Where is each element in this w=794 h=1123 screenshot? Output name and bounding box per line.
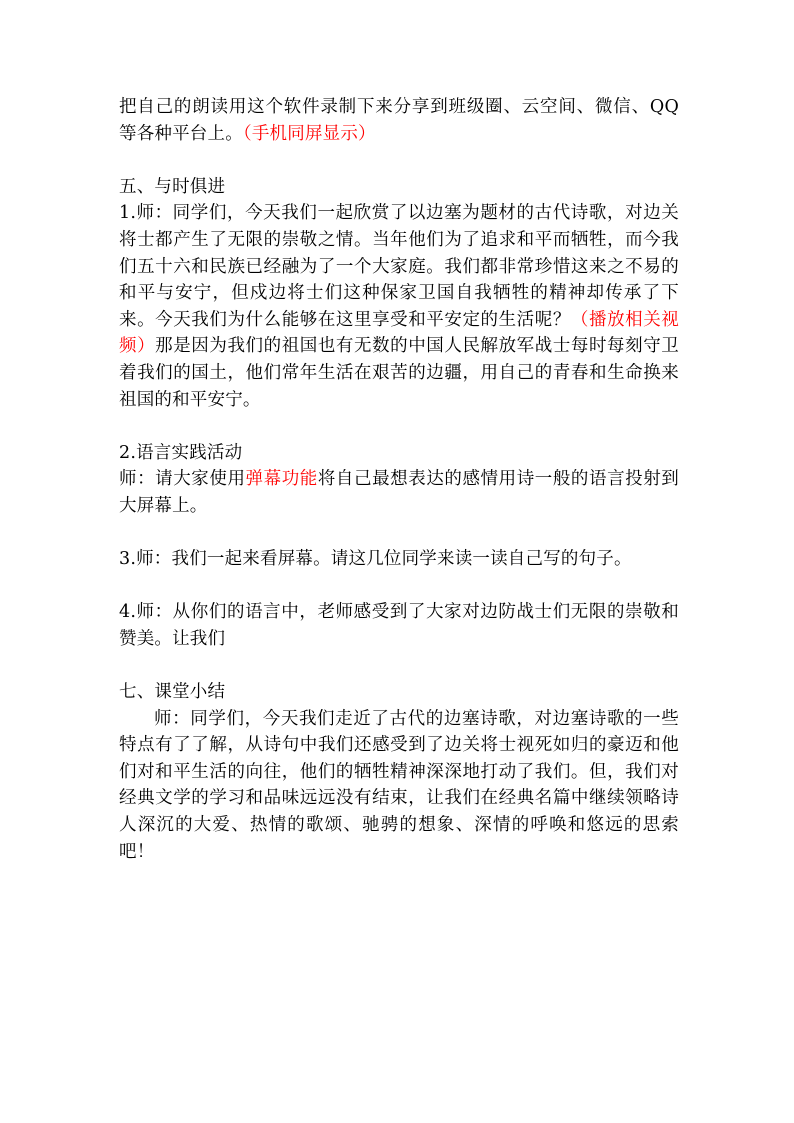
highlight-phone-mirror: （手机同屏显示） [242, 123, 376, 144]
paragraph-danmaku [119, 466, 679, 519]
paragraph-text: 师：请大家使用 [119, 469, 246, 490]
paragraph-teacher-1 [119, 200, 679, 413]
section-heading-keep-pace: 五、与时俱进 [119, 176, 226, 197]
paragraph-summary: 师：同学们，今天我们走近了古代的边塞诗歌，对边塞诗歌的一些特点有了了解，从诗句中我们还感受到了边关将士视死如归的豪迈和他们对和平生活的向往，他们的牺牲精神深深地打动了我们。但，我们对经典文学的学习和品味远远没有结束，让我们在经典名篇中继续领略诗人深沉的大爱、热情的歌颂、驰骋的想象、深情的呼唤和悠远的思索吧！ [119, 708, 679, 862]
blank-line [119, 520, 679, 547]
highlight-play-video: （播放相关视频） [119, 309, 680, 357]
paragraph-text-tail: 那是因为我们的祖国也有无数的中国人民解放军战士每时每刻守卫着我们的国土，他们常年生活在艰苦的边疆，用自己的青春和生命换来祖国的和平安宁。 [119, 336, 679, 410]
paragraph-teacher-3: 3.师：我们一起来看屏幕。请这几位同学来读一读自己写的句子。 [119, 549, 632, 570]
blank-line [119, 652, 679, 679]
highlight-danmaku-feature: 弹幕功能 [245, 469, 318, 490]
paragraph-teacher-4: 4.师：从你们的语言中，老师感受到了大家对边防战士们无限的崇敬和赞美。让我们 [119, 602, 679, 649]
subheading-language-practice: 2.语言实践活动 [119, 442, 243, 463]
blank-line [119, 573, 679, 600]
blank-line [119, 413, 679, 440]
paragraph-text: 1.师：同学们，今天我们一起欣赏了以边塞为题材的古代诗歌，对边关将士都产生了无限的崇敬之情。当年他们为了追求和平而牺牲，而今我们五十六和民族已经融为了一个大家庭。我们都非常珍惜这来之不易的和平与安宁，但戍边将士们这种保家卫国自我牺牲的精神却传承了下来。今天我们为什么能够在这里享受和平安定的生活呢？ [119, 203, 679, 330]
document-page [119, 94, 679, 865]
paragraph-share-recording [119, 94, 679, 147]
paragraph-text: 把自己的朗读用这个软件录制下来分享到班级圈、云空间、微信、QQ等各种平台上。 [119, 97, 679, 144]
paragraph-text-tail: 将自己最想表达的感情用诗一般的语言投射到大屏幕上。 [119, 469, 680, 516]
blank-line [119, 147, 679, 174]
section-heading-summary: 七、课堂小结 [119, 682, 226, 703]
